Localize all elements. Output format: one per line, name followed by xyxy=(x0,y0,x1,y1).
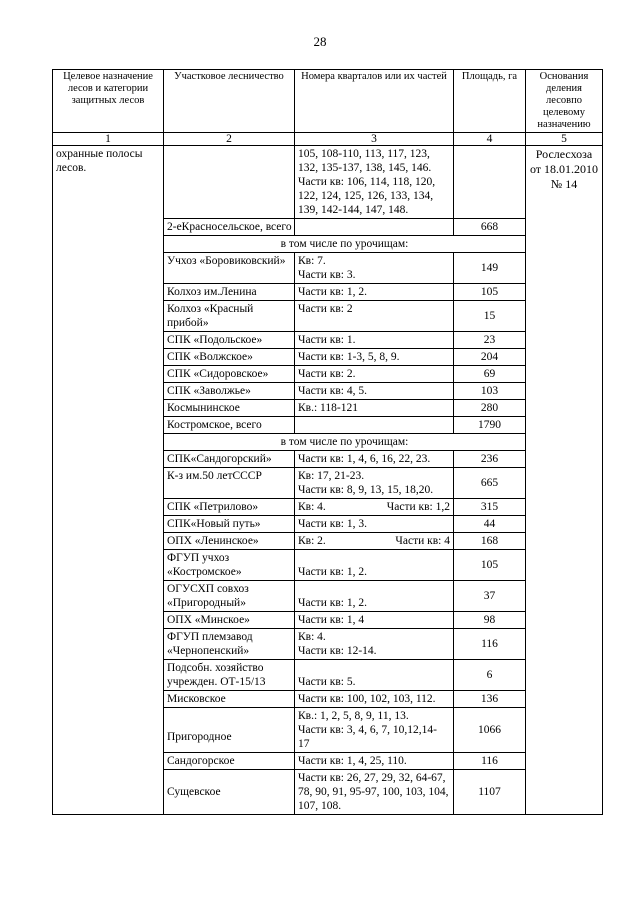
area-cell: 1066 xyxy=(454,708,526,753)
forestry-cell: Сандогорское xyxy=(164,753,295,770)
area-cell: 6 xyxy=(454,660,526,691)
col-number: 2 xyxy=(164,133,295,146)
forestry-cell: Мисковское xyxy=(164,691,295,708)
quarters-cell: Кв.: 1, 2, 5, 8, 9, 11, 13. Части кв: 3, 4, 6, 7, 10,12,14- 17 xyxy=(295,708,454,753)
subheading-cell: в том числе по урочищам: xyxy=(164,434,526,451)
forestry-cell: СПК «Сидоровское» xyxy=(164,366,295,383)
quarters-cell: Кв: 7. Части кв: 3. xyxy=(295,253,454,284)
area-cell: 668 xyxy=(454,219,526,236)
forestry-cell: СПК«Сандогорский» xyxy=(164,451,295,468)
quarters-cell: Части кв: 1. xyxy=(295,332,454,349)
area-cell: 315 xyxy=(454,499,526,516)
forestry-cell: СПК«Новый путь» xyxy=(164,516,295,533)
area-cell: 168 xyxy=(454,533,526,550)
area-cell: 116 xyxy=(454,753,526,770)
quarters-cell: Части кв: 1-3, 5, 8, 9. xyxy=(295,349,454,366)
column-numbers-row xyxy=(53,133,603,146)
col-number: 4 xyxy=(454,133,526,146)
area-cell: 149 xyxy=(454,253,526,284)
quarters-cell: Части кв: 2 xyxy=(295,301,454,332)
basis-cell: Рослесхоза от 18.01.2010 № 14 xyxy=(526,146,603,815)
area-cell: 280 xyxy=(454,400,526,417)
page-number: 28 xyxy=(313,34,327,49)
quarters-cell: Кв: 4. Части кв: 12-14. xyxy=(295,629,454,660)
forestry-cell: Пригородное xyxy=(164,708,295,753)
forestry-cell: Костромское, всего xyxy=(164,417,295,434)
forestry-cell: ОПХ «Минское» xyxy=(164,612,295,629)
forestry-cell: ФГУП учхоз «Костромское» xyxy=(164,550,295,581)
header-basis: Основания деления лесовпо целевому назначению xyxy=(526,70,603,133)
quarters-cell xyxy=(295,499,454,516)
quarters-part: Части кв: 4 xyxy=(395,535,450,547)
forestry-cell: 2-еКрасносельское, всего xyxy=(164,219,295,236)
area-cell: 103 xyxy=(454,383,526,400)
quarters-cell: Части кв: 1, 2. xyxy=(295,550,454,581)
quarters-part: Кв: 2. xyxy=(298,535,326,547)
quarters-cell: Части кв: 1, 4, 25, 110. xyxy=(295,753,454,770)
forestry-cell: ОГУСХП совхоз «Пригородный» xyxy=(164,581,295,612)
area-cell xyxy=(454,146,526,219)
area-cell: 23 xyxy=(454,332,526,349)
forestry-cell: СПК «Волжское» xyxy=(164,349,295,366)
area-cell: 69 xyxy=(454,366,526,383)
quarters-cell: Части кв: 100, 102, 103, 112. xyxy=(295,691,454,708)
header-area: Площадь, га xyxy=(454,70,526,133)
quarters-part: Кв: 4. xyxy=(298,501,326,513)
forestry-cell: Подсобн. хозяйство учрежден. ОТ-15/13 xyxy=(164,660,295,691)
header-row xyxy=(53,70,603,133)
quarters-cell: Части кв: 1, 3. xyxy=(295,516,454,533)
forestry-cell: СПК «Петрилово» xyxy=(164,499,295,516)
header-quarters: Номера кварталов или их частей xyxy=(295,70,454,133)
forest-table xyxy=(52,69,603,815)
header-forestry: Участковое лесничество xyxy=(164,70,295,133)
quarters-cell: Кв.: 118-121 xyxy=(295,400,454,417)
forestry-cell: ФГУП племзавод «Чернопенский» xyxy=(164,629,295,660)
quarters-cell xyxy=(295,533,454,550)
area-cell: 44 xyxy=(454,516,526,533)
forestry-cell: СПК «Подольское» xyxy=(164,332,295,349)
quarters-cell: Части кв: 1, 4, 6, 16, 22, 23. xyxy=(295,451,454,468)
quarters-cell xyxy=(295,417,454,434)
area-cell: 236 xyxy=(454,451,526,468)
col-number: 1 xyxy=(53,133,164,146)
forestry-cell: Учхоз «Боровиковский» xyxy=(164,253,295,284)
col-number: 3 xyxy=(295,133,454,146)
area-cell: 116 xyxy=(454,629,526,660)
subheading-cell: в том числе по урочищам: xyxy=(164,236,526,253)
area-cell: 37 xyxy=(454,581,526,612)
header-purpose: Целевое назначение лесов и категории защитных лесов xyxy=(53,70,164,133)
table-row xyxy=(53,146,603,219)
category-cell: охранные полосы лесов. xyxy=(53,146,164,815)
quarters-cell: Части кв: 5. xyxy=(295,660,454,691)
quarters-part: Части кв: 1,2 xyxy=(386,501,450,513)
area-cell: 105 xyxy=(454,550,526,581)
area-cell: 98 xyxy=(454,612,526,629)
area-cell: 105 xyxy=(454,284,526,301)
col-number: 5 xyxy=(526,133,603,146)
forestry-cell: К-з им.50 летСССР xyxy=(164,468,295,499)
forestry-cell: Колхоз «Красный прибой» xyxy=(164,301,295,332)
quarters-cell: Кв: 17, 21-23. Части кв: 8, 9, 13, 15, 18,20. xyxy=(295,468,454,499)
quarters-cell: Части кв: 26, 27, 29, 32, 64-67, 78, 90, 91, 95-97, 100, 103, 104, 107, 108. xyxy=(295,770,454,815)
forestry-cell: ОПХ «Ленинское» xyxy=(164,533,295,550)
quarters-cell: Части кв: 4, 5. xyxy=(295,383,454,400)
area-cell: 1107 xyxy=(454,770,526,815)
forestry-cell xyxy=(164,146,295,219)
forestry-cell: Колхоз им.Ленина xyxy=(164,284,295,301)
area-cell: 136 xyxy=(454,691,526,708)
forestry-cell: Сущевское xyxy=(164,770,295,815)
forestry-cell: СПК «Заволжье» xyxy=(164,383,295,400)
quarters-cell xyxy=(295,219,454,236)
quarters-cell: Части кв: 1, 2. xyxy=(295,284,454,301)
area-cell: 665 xyxy=(454,468,526,499)
forestry-cell: Космынинское xyxy=(164,400,295,417)
quarters-cell: Части кв: 1, 2. xyxy=(295,581,454,612)
area-cell: 1790 xyxy=(454,417,526,434)
quarters-cell: 105, 108-110, 113, 117, 123, 132, 135-137, 138, 145, 146. Части кв: 106, 114, 118, 120, 122, 124, 125, 126, 133, 134, 139, 142-144, 147, 148. xyxy=(295,146,454,219)
area-cell: 204 xyxy=(454,349,526,366)
area-cell: 15 xyxy=(454,301,526,332)
quarters-cell: Части кв: 2. xyxy=(295,366,454,383)
quarters-cell: Части кв: 1, 4 xyxy=(295,612,454,629)
